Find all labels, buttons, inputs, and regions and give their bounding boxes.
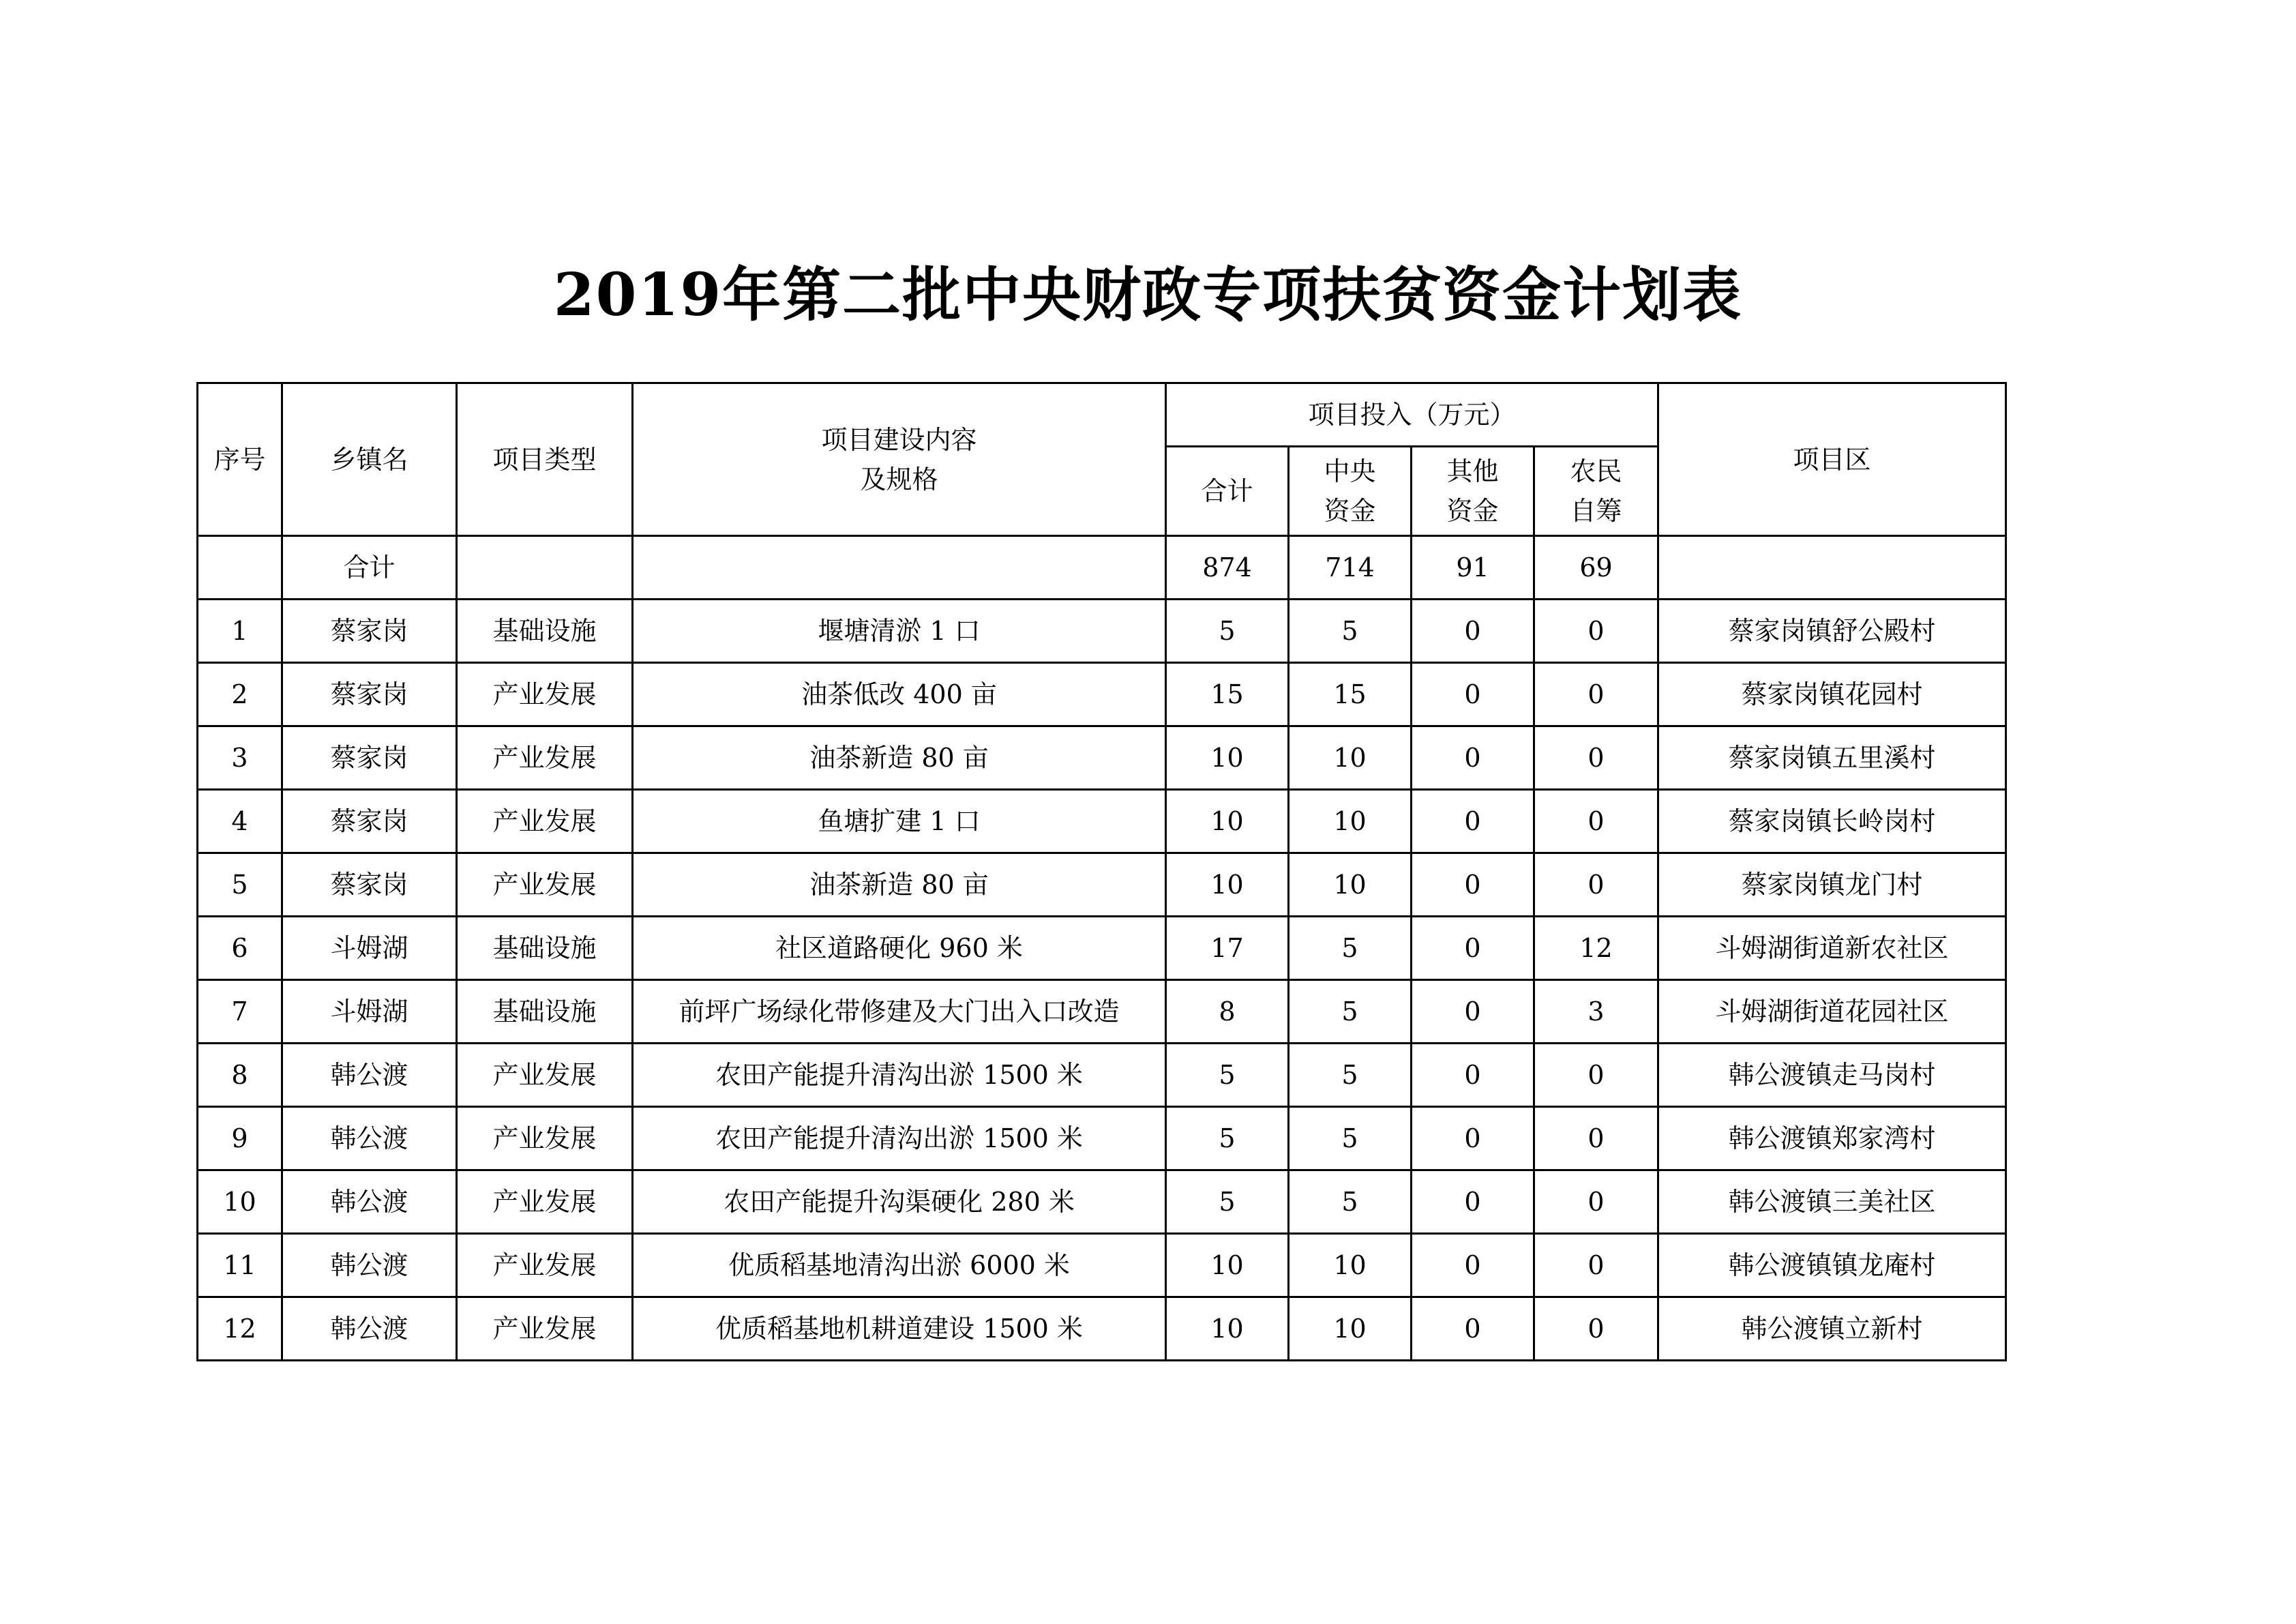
cell-seq: 11 xyxy=(198,1234,282,1297)
header-content-line1: 项目建设内容 xyxy=(821,424,977,455)
cell-content: 农田产能提升沟渠硬化 280 米 xyxy=(633,1170,1166,1234)
cell-other-funds: 0 xyxy=(1412,917,1534,980)
cell-project-type: 基础设施 xyxy=(457,980,633,1044)
cell-content: 油茶低改 400 亩 xyxy=(633,663,1166,726)
cell-seq: 7 xyxy=(198,980,282,1044)
header-other-line2: 资金 xyxy=(1446,496,1499,526)
cell-town: 蔡家岗 xyxy=(282,726,457,790)
header-row-1 xyxy=(198,383,2006,447)
cell-other-funds: 0 xyxy=(1412,853,1534,917)
cell-project-type: 产业发展 xyxy=(457,1234,633,1297)
header-town: 乡镇名 xyxy=(282,383,457,536)
header-project-area: 项目区 xyxy=(1658,383,2006,536)
cell-other-funds: 0 xyxy=(1412,1170,1534,1234)
cell-project-area: 韩公渡镇镇龙庵村 xyxy=(1658,1234,2006,1297)
table-row xyxy=(198,726,2006,790)
cell-total: 8 xyxy=(1166,980,1289,1044)
cell-town: 蔡家岗 xyxy=(282,790,457,853)
totals-farmer: 69 xyxy=(1534,536,1658,600)
cell-total: 10 xyxy=(1166,1297,1289,1361)
totals-total: 874 xyxy=(1166,536,1289,600)
cell-total: 5 xyxy=(1166,1107,1289,1170)
cell-project-area: 韩公渡镇三美社区 xyxy=(1658,1170,2006,1234)
cell-project-type: 产业发展 xyxy=(457,1170,633,1234)
cell-project-area: 斗姆湖街道新农社区 xyxy=(1658,917,2006,980)
cell-central-funds: 5 xyxy=(1289,1044,1412,1107)
table-row xyxy=(198,917,2006,980)
cell-farmer-funds: 0 xyxy=(1534,790,1658,853)
page-title: 2019年第二批中央财政专项扶贫资金计划表 xyxy=(553,261,1743,329)
header-seq: 序号 xyxy=(198,383,282,536)
totals-area xyxy=(1658,536,2006,600)
cell-total: 17 xyxy=(1166,917,1289,980)
cell-seq: 5 xyxy=(198,853,282,917)
cell-town: 蔡家岗 xyxy=(282,600,457,663)
totals-content xyxy=(633,536,1166,600)
cell-other-funds: 0 xyxy=(1412,1044,1534,1107)
cell-total: 10 xyxy=(1166,790,1289,853)
cell-seq: 12 xyxy=(198,1297,282,1361)
cell-project-area: 韩公渡镇立新村 xyxy=(1658,1297,2006,1361)
cell-content: 油茶新造 80 亩 xyxy=(633,853,1166,917)
table-row xyxy=(198,1234,2006,1297)
header-central-line2: 资金 xyxy=(1324,496,1376,526)
cell-project-area: 蔡家岗镇五里溪村 xyxy=(1658,726,2006,790)
cell-content: 堰塘清淤 1 口 xyxy=(633,600,1166,663)
cell-total: 5 xyxy=(1166,1044,1289,1107)
table-row xyxy=(198,1044,2006,1107)
cell-farmer-funds: 0 xyxy=(1534,1297,1658,1361)
cell-seq: 1 xyxy=(198,600,282,663)
cell-project-type: 产业发展 xyxy=(457,790,633,853)
cell-town: 斗姆湖 xyxy=(282,917,457,980)
table-row xyxy=(198,1107,2006,1170)
cell-farmer-funds: 0 xyxy=(1534,853,1658,917)
cell-other-funds: 0 xyxy=(1412,1234,1534,1297)
cell-project-type: 产业发展 xyxy=(457,1107,633,1170)
cell-total: 5 xyxy=(1166,1170,1289,1234)
table-row xyxy=(198,600,2006,663)
cell-content: 农田产能提升清沟出淤 1500 米 xyxy=(633,1044,1166,1107)
cell-central-funds: 5 xyxy=(1289,917,1412,980)
header-other-line1: 其他 xyxy=(1446,456,1499,486)
cell-project-type: 产业发展 xyxy=(457,663,633,726)
cell-content: 油茶新造 80 亩 xyxy=(633,726,1166,790)
totals-central: 714 xyxy=(1289,536,1412,600)
cell-town: 韩公渡 xyxy=(282,1170,457,1234)
cell-seq: 2 xyxy=(198,663,282,726)
cell-town: 斗姆湖 xyxy=(282,980,457,1044)
cell-central-funds: 5 xyxy=(1289,980,1412,1044)
cell-town: 蔡家岗 xyxy=(282,853,457,917)
cell-farmer-funds: 3 xyxy=(1534,980,1658,1044)
cell-central-funds: 5 xyxy=(1289,600,1412,663)
cell-central-funds: 5 xyxy=(1289,1170,1412,1234)
cell-town: 韩公渡 xyxy=(282,1044,457,1107)
cell-other-funds: 0 xyxy=(1412,600,1534,663)
cell-other-funds: 0 xyxy=(1412,980,1534,1044)
cell-total: 10 xyxy=(1166,726,1289,790)
cell-town: 韩公渡 xyxy=(282,1107,457,1170)
table-row xyxy=(198,790,2006,853)
cell-content: 社区道路硬化 960 米 xyxy=(633,917,1166,980)
header-other-funds xyxy=(1412,447,1534,536)
cell-content: 优质稻基地机耕道建设 1500 米 xyxy=(633,1297,1166,1361)
cell-project-type: 产业发展 xyxy=(457,853,633,917)
cell-seq: 4 xyxy=(198,790,282,853)
cell-farmer-funds: 0 xyxy=(1534,1044,1658,1107)
cell-project-area: 韩公渡镇走马岗村 xyxy=(1658,1044,2006,1107)
cell-total: 5 xyxy=(1166,600,1289,663)
table-row xyxy=(198,663,2006,726)
cell-total: 10 xyxy=(1166,853,1289,917)
cell-seq: 10 xyxy=(198,1170,282,1234)
cell-farmer-funds: 0 xyxy=(1534,1234,1658,1297)
cell-central-funds: 10 xyxy=(1289,790,1412,853)
cell-content: 鱼塘扩建 1 口 xyxy=(633,790,1166,853)
cell-project-area: 斗姆湖街道花园社区 xyxy=(1658,980,2006,1044)
cell-project-type: 产业发展 xyxy=(457,726,633,790)
cell-farmer-funds: 0 xyxy=(1534,600,1658,663)
cell-project-type: 基础设施 xyxy=(457,600,633,663)
header-central-line1: 中央 xyxy=(1324,456,1376,486)
totals-row xyxy=(198,536,2006,600)
cell-seq: 8 xyxy=(198,1044,282,1107)
header-farmer-line2: 自筹 xyxy=(1570,496,1622,526)
cell-project-area: 蔡家岗镇舒公殿村 xyxy=(1658,600,2006,663)
cell-other-funds: 0 xyxy=(1412,790,1534,853)
table-row xyxy=(198,1170,2006,1234)
header-content-line2: 及规格 xyxy=(860,464,938,494)
cell-project-area: 韩公渡镇郑家湾村 xyxy=(1658,1107,2006,1170)
cell-town: 蔡家岗 xyxy=(282,663,457,726)
cell-central-funds: 10 xyxy=(1289,726,1412,790)
table-row xyxy=(198,1297,2006,1361)
table-row xyxy=(198,853,2006,917)
cell-content: 前坪广场绿化带修建及大门出入口改造 xyxy=(633,980,1166,1044)
header-investment-group: 项目投入（万元） xyxy=(1166,383,1658,447)
cell-central-funds: 5 xyxy=(1289,1107,1412,1170)
cell-content: 优质稻基地清沟出淤 6000 米 xyxy=(633,1234,1166,1297)
cell-project-type: 产业发展 xyxy=(457,1044,633,1107)
totals-type xyxy=(457,536,633,600)
cell-farmer-funds: 0 xyxy=(1534,1107,1658,1170)
cell-other-funds: 0 xyxy=(1412,1297,1534,1361)
cell-town: 韩公渡 xyxy=(282,1297,457,1361)
cell-other-funds: 0 xyxy=(1412,663,1534,726)
cell-central-funds: 15 xyxy=(1289,663,1412,726)
table-row xyxy=(198,980,2006,1044)
cell-central-funds: 10 xyxy=(1289,1234,1412,1297)
cell-project-area: 蔡家岗镇长岭岗村 xyxy=(1658,790,2006,853)
cell-total: 15 xyxy=(1166,663,1289,726)
cell-farmer-funds: 0 xyxy=(1534,663,1658,726)
cell-central-funds: 10 xyxy=(1289,1297,1412,1361)
cell-farmer-funds: 0 xyxy=(1534,1170,1658,1234)
cell-project-area: 蔡家岗镇龙门村 xyxy=(1658,853,2006,917)
header-central-funds xyxy=(1289,447,1412,536)
totals-label: 合计 xyxy=(282,536,457,600)
funding-plan-table xyxy=(196,382,2007,1361)
cell-content: 农田产能提升清沟出淤 1500 米 xyxy=(633,1107,1166,1170)
header-project-type: 项目类型 xyxy=(457,383,633,536)
totals-other: 91 xyxy=(1412,536,1534,600)
cell-other-funds: 0 xyxy=(1412,726,1534,790)
cell-total: 10 xyxy=(1166,1234,1289,1297)
totals-seq xyxy=(198,536,282,600)
cell-other-funds: 0 xyxy=(1412,1107,1534,1170)
cell-farmer-funds: 12 xyxy=(1534,917,1658,980)
header-total: 合计 xyxy=(1166,447,1289,536)
header-content xyxy=(633,383,1166,536)
cell-project-type: 基础设施 xyxy=(457,917,633,980)
cell-farmer-funds: 0 xyxy=(1534,726,1658,790)
cell-seq: 9 xyxy=(198,1107,282,1170)
cell-project-area: 蔡家岗镇花园村 xyxy=(1658,663,2006,726)
cell-seq: 6 xyxy=(198,917,282,980)
cell-seq: 3 xyxy=(198,726,282,790)
cell-town: 韩公渡 xyxy=(282,1234,457,1297)
cell-central-funds: 10 xyxy=(1289,853,1412,917)
header-farmer-line1: 农民 xyxy=(1570,456,1622,486)
header-farmer-funds xyxy=(1534,447,1658,536)
cell-project-type: 产业发展 xyxy=(457,1297,633,1361)
